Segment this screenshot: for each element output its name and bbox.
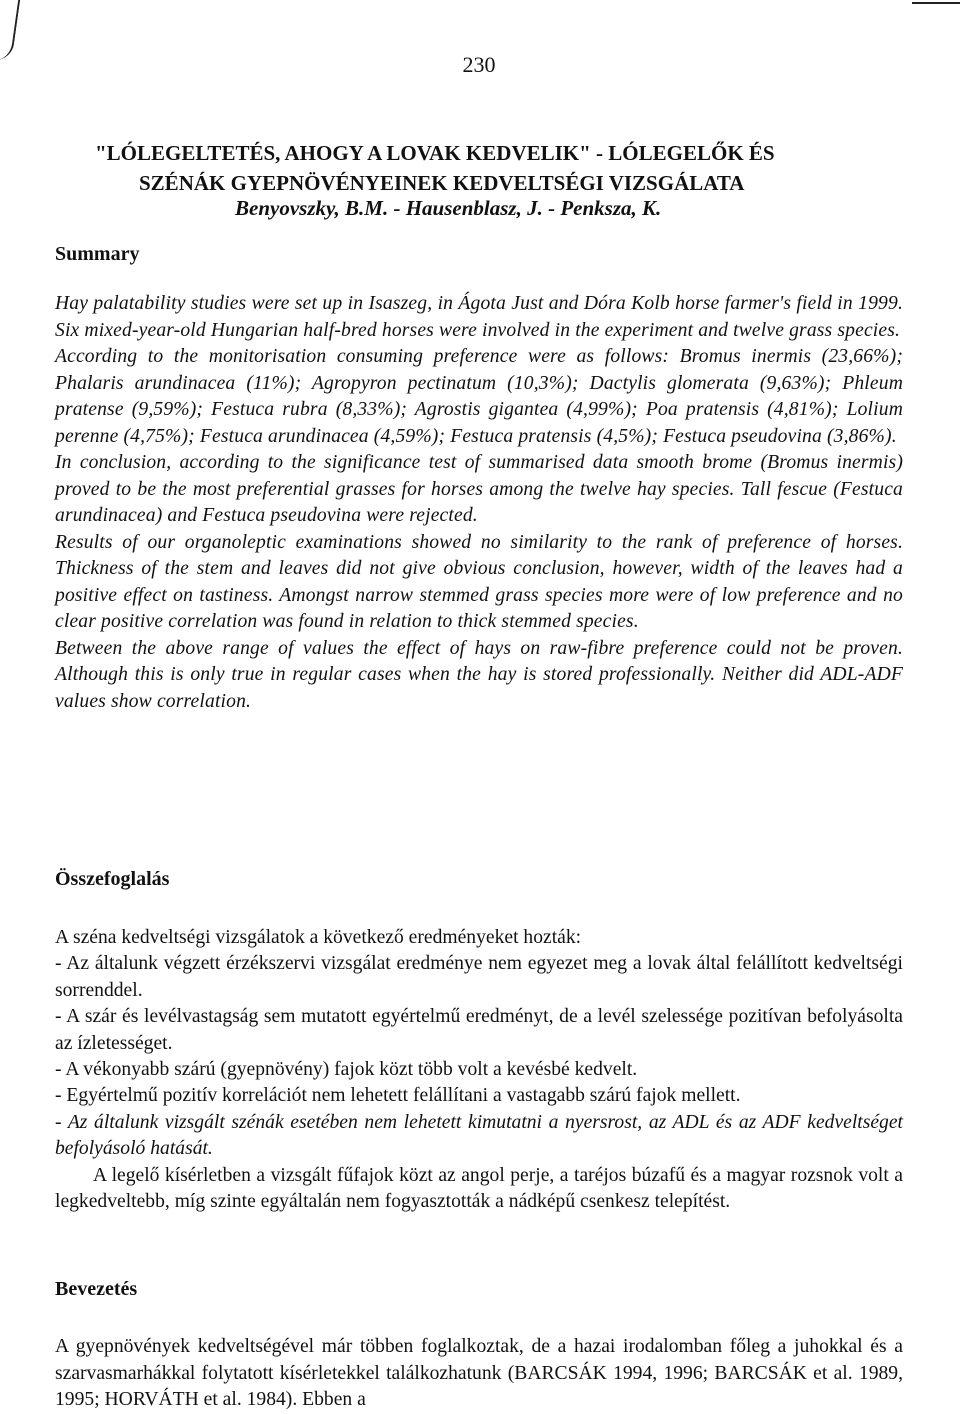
osszefoglalas-intro: A széna kedveltségi vizsgálatok a következő eredményeket hozták: <box>55 927 582 948</box>
osszefoglalas-item: - A vékonyabb szárú (gyepnövény) fajok közt több volt a kevésbé kedvelt. <box>55 1059 638 1081</box>
paper-title-line-2: SZÉNÁK GYEPNÖVÉNYEINEK KEDVELTSÉGI VIZSGÁLATA <box>139 171 745 195</box>
summary-paragraph: Between the above range of values the effect of hays on raw-fibre preference could not be proven. Although this is only true in regular cases when the hay is stored professionally. Neither did ADL-ADF values show correlation. <box>55 637 903 712</box>
summary-paragraph: In conclusion, according to the significance test of summarised data smooth brome (Bromus inermis) proved to be the most preferential grasses for horses among the twelve hay species. Tall fescue (Festuca arundinacea) and Festuca pseudovina were rejected. <box>55 452 903 526</box>
scan-edge-mark <box>0 0 20 60</box>
osszefoglalas-item: - Az általunk végzett érzékszervi vizsgálat eredménye nem egyezet meg a lovak által felállított kedveltségi sorrenddel. <box>55 953 903 1001</box>
osszefoglalas-item: - Egyértelmű pozitív korrelációt nem lehetett felállítani a vastagabb szárú fajok mellett. <box>55 1085 741 1107</box>
paper-title-line-1: "LÓLEGELTETÉS, AHOGY A LOVAK KEDVELIK" - LÓLEGELŐK ÉS <box>95 141 775 165</box>
bevezetes-heading: Bevezetés <box>55 1278 138 1300</box>
scan-top-rule <box>912 2 960 4</box>
bevezetes-body <box>55 1334 903 1414</box>
summary-paragraph: According to the monitorisation consuming preference were as follows: Bromus inermis (23,66%); Phalaris arundinacea (11%); Agropyron pectinatum (10,3%); Dactylis glomerata (9,63%); Phleum pratense (9,59%); Festuca rubra (8,33%); Agrostis gigantea (4,99%); Poa pratensis (4,81%); Lolium perenne (4,75%); Festuca arundinacea (4,59%); Festuca pratensis (4,5%); Festuca pseudovina (3,86%). <box>55 346 903 447</box>
bevezetes-paragraph: A gyepnövények kedveltségével már többen foglalkoztak, de a hazai irodalomban főleg a juhokkal és a szarvasmarhákkal folytatott kísérletekkel találkozhatunk (BARCSÁK 1994, 1996; BARCSÁK et al. 1989, 1995; HORVÁTH et al. 1984). Ebben a <box>55 1336 903 1410</box>
summary-paragraph: Hay palatability studies were set up in Isaszeg, in Ágota Just and Dóra Kolb horse farmer's field in 1999. Six mixed-year-old Hungarian half-bred horses were involved in the experiment and twelve grass species. <box>55 293 903 341</box>
osszefoglalas-body <box>55 925 903 1215</box>
osszefoglalas-paragraph: A legelő kísérletben a vizsgált fűfajok közt az angol perje, a taréjos búzafű és a magyar rozsnok volt a legkedveltebb, míg szinte egyáltalán nem fogyasztották a nádképű csenkesz telepítést. <box>55 1164 903 1213</box>
osszefoglalas-item: - Az általunk vizsgált szénák esetében nem lehetett kimutatni a nyersrost, az ADL és az ADF kedveltséget befolyásoló hatását. <box>55 1111 903 1160</box>
authors: Benyovszky, B.M. - Hausenblasz, J. - Penksza, K. <box>235 196 662 220</box>
page-number: 230 <box>462 52 496 77</box>
osszefoglalas-item: - A szár és levélvastagság sem mutatott egyértelmű eredményt, de a levél szelessége pozitívan befolyásolta az ízletességet. <box>55 1006 903 1054</box>
summary-body <box>55 291 903 715</box>
osszefoglalas-heading: Összefoglalás <box>55 868 170 890</box>
paper-title <box>95 138 895 198</box>
summary-heading: Summary <box>55 243 140 265</box>
summary-paragraph: Results of our organoleptic examinations showed no similarity to the rank of preference of horses. Thickness of the stem and leaves did not give obvious conclusion, however, width of the leaves had a positive effect on tastiness. Amongst narrow stemmed grass species more were of low preference and no clear positive correlation was found in relation to thick stemmed species. <box>55 531 903 632</box>
